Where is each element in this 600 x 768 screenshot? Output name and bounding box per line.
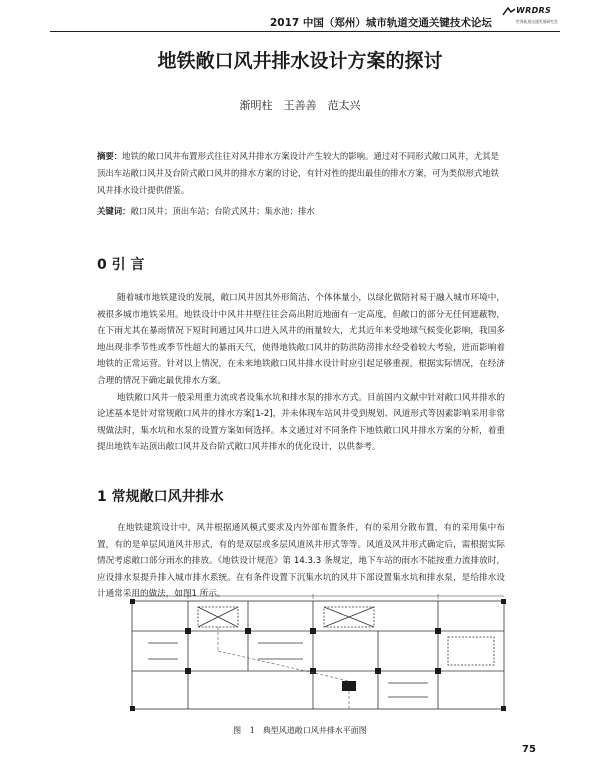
figure-1-caption: 图 1 典型风道敞口风井排水平面图: [233, 726, 367, 735]
keywords: [97, 205, 505, 217]
section-1-paragraph-1: 在地铁建筑设计中，风井根据通风模式要求及内外部布置条件，有的采用分散布置，有的采用集中布置，有的是单层风道风井形式，有的是双层或多层风道风井形式等等。风道及风井形式确定后，需根据实际情况考虑敞口部分雨水的排放。《地铁设计规范》第 14.3.3 条规定，地下车站的雨水不能按重力流排放时，应设排水泵提升排入城市排水系统。在有条件设置下沉集水坑的风井下部设置集水坑和排水泵，是给排水设计通常采用的做法，如图1 所示。: [97, 523, 505, 600]
abstract-label: 摘要：: [97, 151, 123, 161]
section-1-body: [97, 520, 505, 603]
section-0-body: [97, 290, 505, 456]
page-number: 75: [522, 744, 536, 755]
logo-text: WRDRS: [516, 6, 552, 15]
abstract-text: 地铁的敞口风井布置形式往往对风井排水方案设计产生较大的影响。通过对不同形式敞口风井，尤其是顶出车站敞口风井及台阶式敞口风井的排水方案的讨论，有针对性的提出最佳的排水方案，可为类似形式地铁风井排水设计提供借鉴。: [97, 151, 499, 195]
floor-plan-drawing: [128, 593, 508, 715]
header-divider: [50, 31, 560, 32]
abstract: [97, 148, 505, 199]
keywords-label: 关键词：: [97, 206, 131, 216]
paper-title: 地铁敞口风井排水设计方案的探讨: [157, 50, 443, 72]
section-0-heading: 0 引 言: [97, 257, 145, 273]
paper-authors: 渐明柱 王善善 范太兴: [239, 99, 361, 112]
logo-subtitle: 世界轨道交通发展研究会: [516, 19, 558, 24]
section-0-paragraph-2: 地铁敞口风井一般采用重力流或者设集水坑和排水泵的排水方式。目前国内文献中针对敞口风井排水的论述基本是针对常规敞口风井的排水方案[1-2]，并未体现车站风井受到规划、风道形式等因素影响采用非常规做法时，集水坑和水泵的设置方案如何选择。本文通过对不同条件下地铁敞口风井排水方案的分析，着重提出地铁车站顶出敞口风井及台阶式敞口风井排水的优化设计，以供参考。: [97, 392, 505, 453]
keywords-text: 敞口风井；顶出车站；台阶式风井；集水池；排水: [130, 206, 315, 216]
section-1-heading: 1 常规敞口风井排水: [97, 489, 224, 505]
page-header: [0, 0, 600, 34]
figure-1-plan: [128, 593, 508, 715]
logo-mark-icon: [502, 7, 516, 17]
section-0-paragraph-1: 随着城市地铁建设的发展，敞口风井因其外形简洁、个体体量小，以绿化做陪衬易于融入城市环境中，被很多城市地铁采用。地铁设计中风井井壁往往会高出附近地面有一定高度，但敞口的部分无任何遮蔽物，在下雨尤其在暴雨情况下短时间通过风井口进入风井的雨量较大，尤其近年来受地球气候变化影响，我国多地出现非季节性或季节性超大的暴雨天气，使得地铁敞口风井的防洪防涝排水经受着较大考验，进而影响着地铁的正常运营。针对以上情况，在未来地铁敞口风井排水设计时应引起足够重视，根据实际情况，在经济合理的情况下确定最优排水方案。: [97, 293, 505, 386]
wrdrs-logo: [502, 6, 558, 30]
forum-title: 2017 中国（郑州）城市轨道交通关键技术论坛: [270, 17, 492, 29]
